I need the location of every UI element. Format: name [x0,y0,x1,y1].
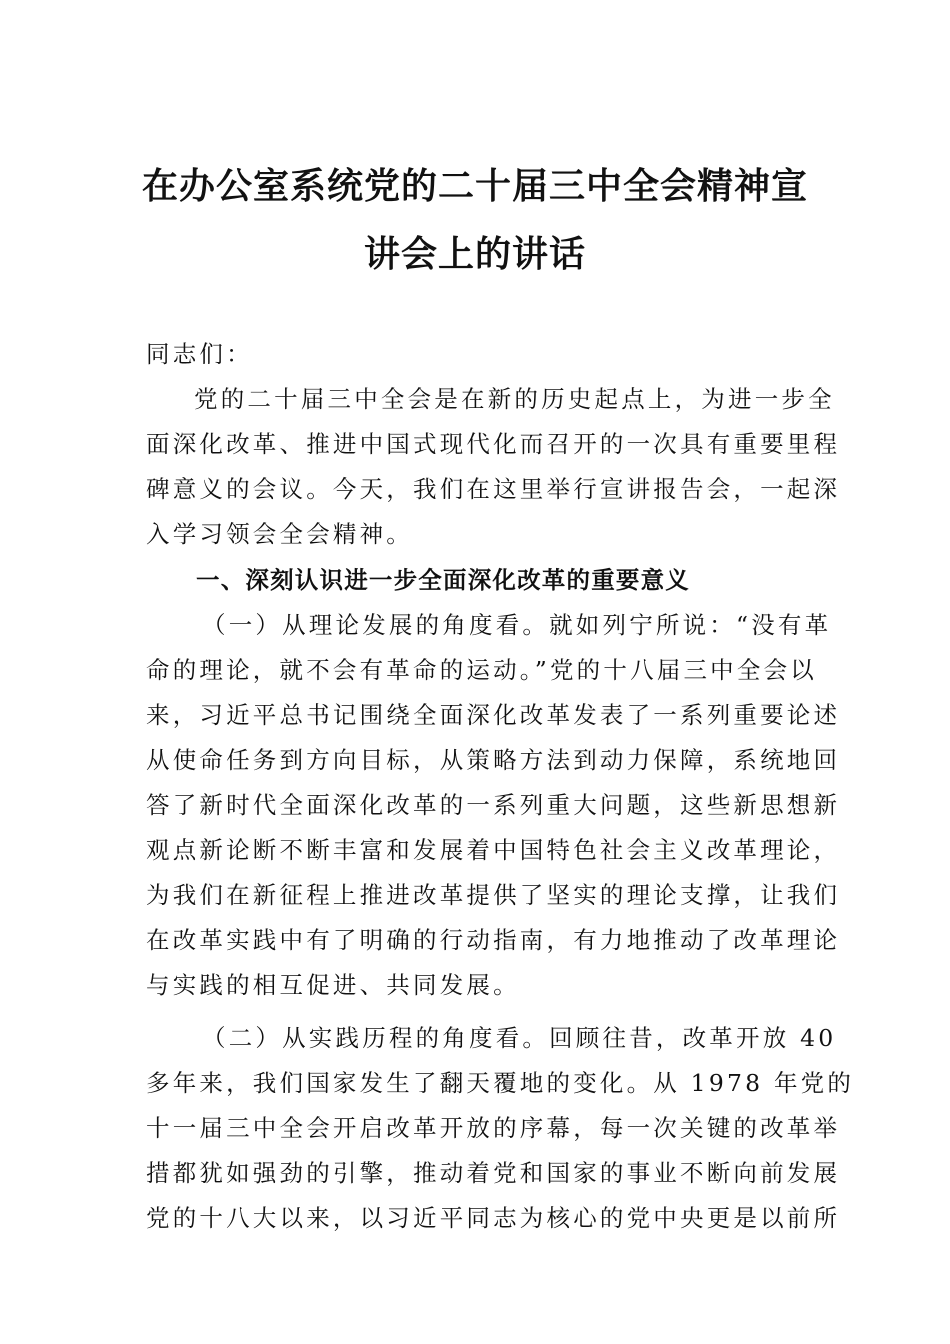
paragraph-line: 碑意义的会议。今天，我们在这里举行宣讲报告会，一起深 [146,475,841,503]
paragraph-line: 来，习近平总书记围绕全面深化改革发表了一系列重要论述 [146,701,841,729]
paragraph-line: 党的十八大以来，以习近平同志为核心的党中央更是以前所 [146,1204,841,1232]
paragraph-line: （二）从实践历程的角度看。回顾往昔，改革开放 40 [202,1024,837,1052]
paragraph-line: 十一届三中全会开启改革开放的序幕，每一次关键的改革举 [146,1114,841,1142]
paragraph-line: 入学习领会全会精神。 [146,520,413,548]
section-heading: 一、深刻认识进一步全面深化改革的重要意义 [196,566,690,594]
document-title-line-2: 讲会上的讲话 [363,233,586,275]
paragraph-line: 为我们在新征程上推进改革提供了坚实的理论支撑，让我们 [146,881,841,909]
paragraph-line: 在改革实践中有了明确的行动指南，有力地推动了改革理论 [146,926,841,954]
paragraph-line: 党的二十届三中全会是在新的历史起点上，为进一步全 [194,385,835,413]
paragraph-line: 观点新论断不断丰富和发展着中国特色社会主义改革理论， [146,836,841,864]
paragraph-line: 多年来，我们国家发生了翻天覆地的变化。从 1978 年党的 [146,1069,855,1097]
document-body [146,332,855,1232]
paragraph-line: （一）从理论发展的角度看。就如列宁所说：“没有革 [202,611,832,639]
paragraph-line: 答了新时代全面深化改革的一系列重大问题，这些新思想新 [146,791,841,819]
paragraph-line: 与实践的相互促进、共同发展。 [146,971,520,999]
paragraph-line: 面深化改革、推进中国式现代化而召开的一次具有重要里程 [146,430,841,458]
salutation: 同志们： [146,340,253,368]
paragraph-line: 从使命任务到方向目标，从策略方法到动力保障，系统地回 [146,746,841,774]
document-title-line-1: 在办公室系统党的二十届三中全会精神宣 [141,165,808,207]
paragraph-line: 命的理论，就不会有革命的运动。”党的十八届三中全会以 [146,656,817,684]
paragraph-line: 措都犹如强劲的引擎，推动着党和国家的事业不断向前发展 [146,1159,841,1187]
